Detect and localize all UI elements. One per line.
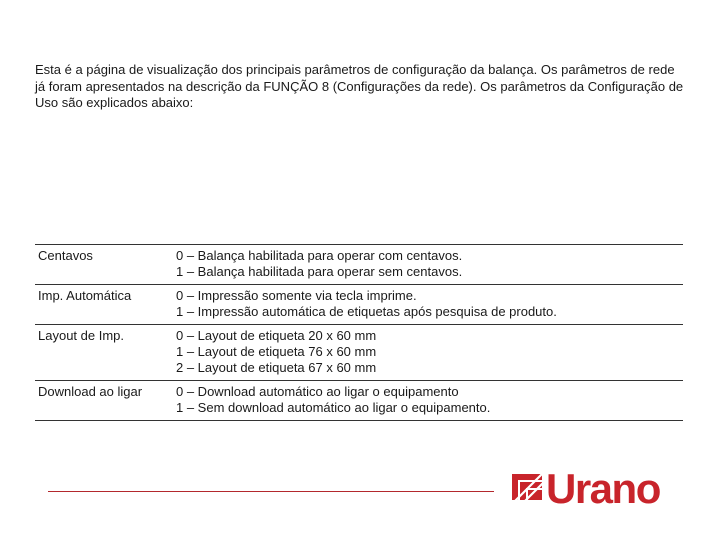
- option-item: 0 – Impressão somente via tecla imprime.: [176, 288, 417, 303]
- param-options: [173, 325, 683, 381]
- option-item: 0 – Balança habilitada para operar com centavos.: [176, 248, 463, 263]
- param-name: Layout de Imp.: [38, 328, 124, 343]
- option-item: 1 – Impressão automática de etiquetas após pesquisa de produto.: [176, 304, 557, 319]
- urano-logo: [508, 465, 683, 512]
- logo-wordmark: Urano: [546, 465, 660, 512]
- param-name: Imp. Automática: [38, 288, 132, 303]
- table-row: [35, 381, 683, 421]
- option-item: 0 – Download automático ao ligar o equipamento: [176, 384, 459, 399]
- param-name: Centavos: [38, 248, 93, 263]
- table-row: [35, 325, 683, 381]
- option-item: 2 – Layout de etiqueta 67 x 60 mm: [176, 360, 377, 375]
- option-item: 1 – Layout de etiqueta 76 x 60 mm: [176, 344, 377, 359]
- param-options: [173, 245, 683, 285]
- intro-paragraph: Esta é a página de visualização dos principais parâmetros de configuração da balança. Os parâmetros de rede já foram apresentados na descrição da FUNÇÃO 8 (Configurações da rede). Os parâmetros da Configuração de Uso são explicados abaixo:: [35, 62, 684, 110]
- option-item: 1 – Sem download automático ao ligar o equipamento.: [176, 400, 491, 415]
- param-name: Download ao ligar: [38, 384, 143, 399]
- table-row: [35, 285, 683, 325]
- option-item: 0 – Layout de etiqueta 20 x 60 mm: [176, 328, 377, 343]
- footer-divider: [48, 491, 494, 492]
- option-item: 1 – Balança habilitada para operar sem centavos.: [176, 264, 463, 279]
- parameters-table: [35, 244, 683, 421]
- urano-emblem-icon: [508, 470, 548, 512]
- param-options: [173, 285, 683, 325]
- param-options: [173, 381, 683, 421]
- table-row: [35, 245, 683, 285]
